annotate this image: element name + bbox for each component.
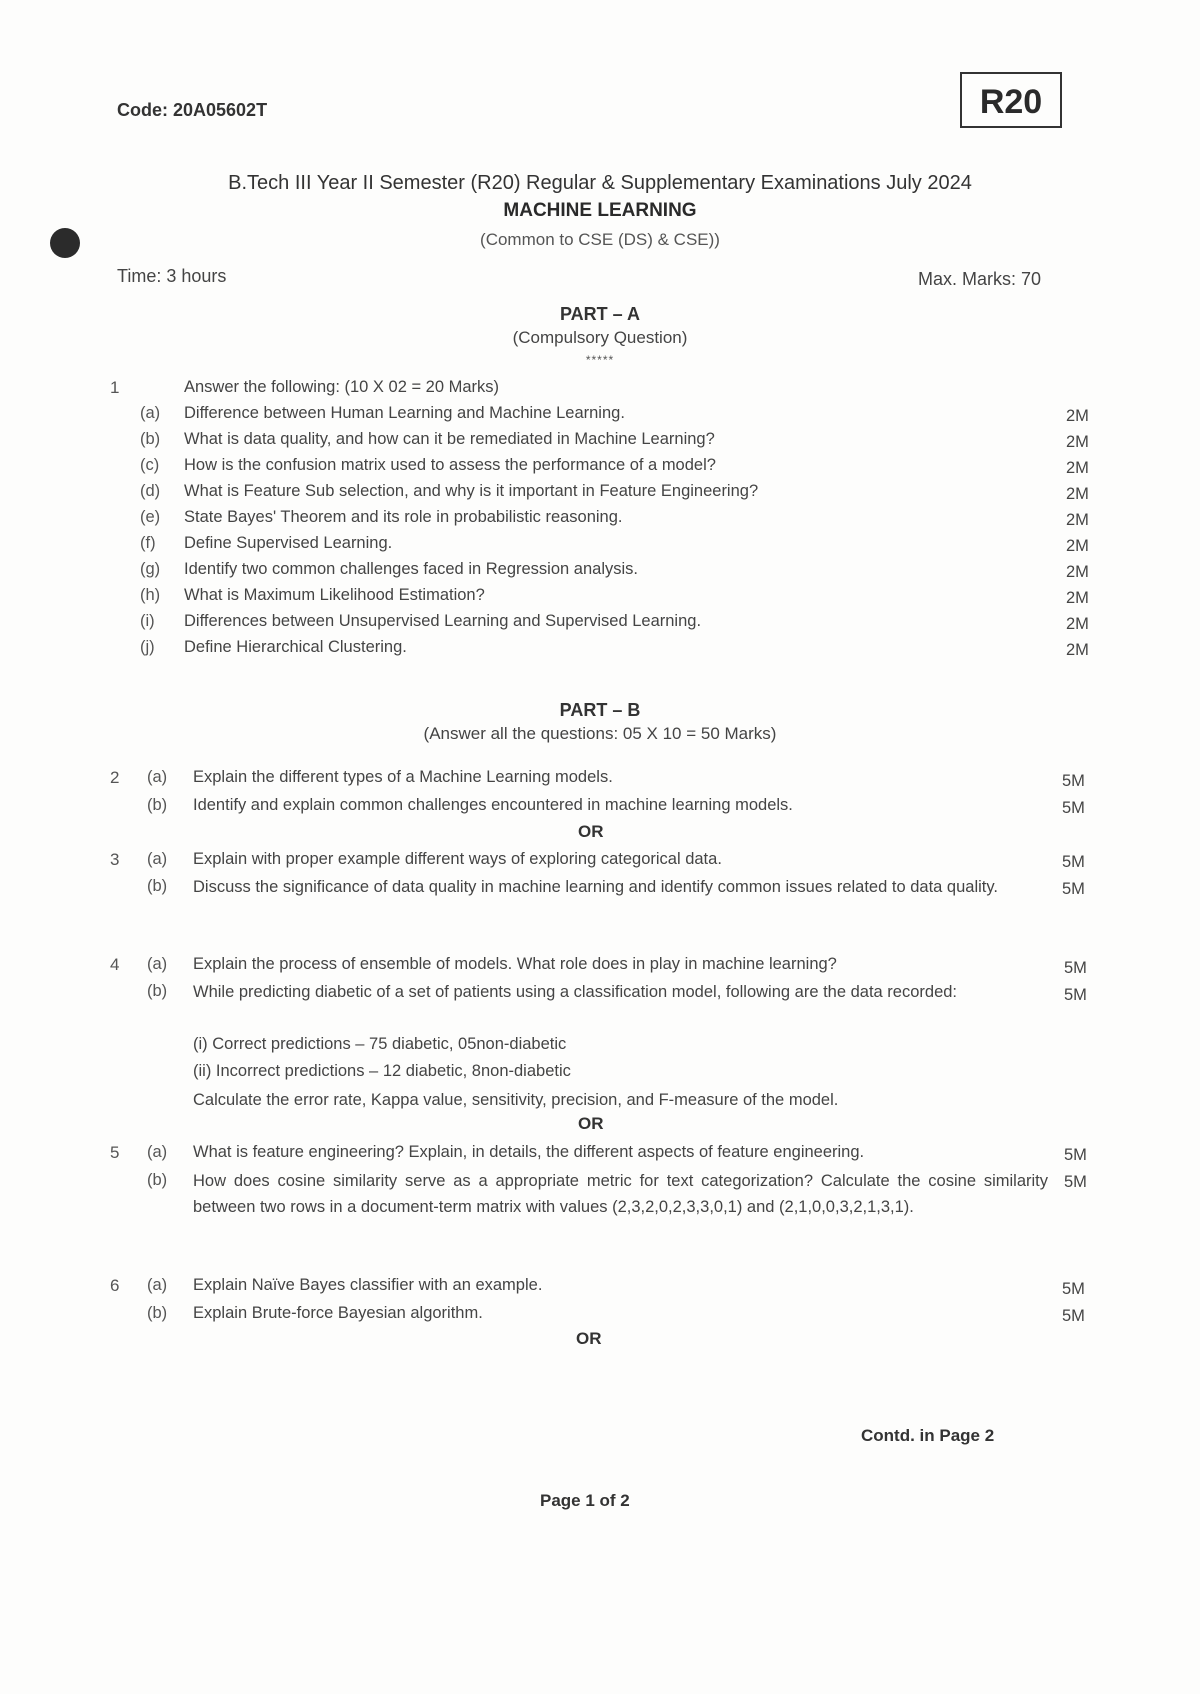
sub-item-i: (i) Correct predictions – 75 diabetic, 05non-diabetic	[193, 1035, 567, 1053]
question-number: 3	[110, 850, 120, 869]
marks: 5M	[1062, 1307, 1085, 1325]
marks: 5M	[1064, 1146, 1087, 1164]
part-b-title: PART – B	[559, 700, 641, 720]
question-text: Difference between Human Learning and Machine Learning.	[184, 404, 625, 422]
marks: 2M	[1066, 433, 1089, 451]
question-text: What is Feature Sub selection, and why is it important in Feature Engineering?	[184, 482, 759, 500]
marks: 2M	[1066, 537, 1089, 555]
question-text: How does cosine similarity serve as a appropriate metric for text categorization? Calculate the cosine similarity between two rows in a document-term matrix with values (2,3,2,0,2,3,3,0,1) and (2,1,0,0,3,2,1,3,1).	[193, 1172, 1048, 1216]
question-number: 5	[110, 1143, 120, 1162]
question-number: 6	[110, 1276, 120, 1295]
question-text: Identify two common challenges faced in Regression analysis.	[184, 560, 638, 578]
sub-label: (b)	[147, 1171, 168, 1189]
sub-label: (c)	[140, 456, 160, 474]
marks: 5M	[1062, 1280, 1085, 1298]
calculation-instruction: Calculate the error rate, Kappa value, sensitivity, precision, and F-measure of the model.	[193, 1091, 839, 1109]
part-a-instruction: Answer the following: (10 X 02 = 20 Marks)	[184, 378, 500, 396]
sub-label: (a)	[147, 850, 168, 868]
marks: 2M	[1066, 615, 1089, 633]
max-marks: Max. Marks: 70	[918, 269, 1042, 289]
exam-title: B.Tech III Year II Semester (R20) Regular & Supplementary Examinations July 2024	[228, 172, 972, 194]
sub-label: (j)	[140, 638, 155, 656]
sub-label: (b)	[147, 796, 168, 814]
subject-title: MACHINE LEARNING	[503, 200, 697, 221]
sub-label: (a)	[140, 404, 161, 422]
sub-label: (b)	[140, 430, 161, 448]
question-text: Explain the different types of a Machine Learning models.	[193, 768, 613, 786]
sub-label: (b)	[147, 1304, 168, 1322]
sub-label: (b)	[147, 877, 168, 895]
question-text: While predicting diabetic of a set of patients using a classification model, following are the data recorded:	[193, 983, 958, 1001]
time-allowed: Time: 3 hours	[117, 266, 227, 286]
question-number: 1	[110, 378, 120, 397]
marks: 5M	[1062, 853, 1085, 871]
part-a-subtitle: (Compulsory Question)	[512, 328, 688, 347]
question-text: Define Supervised Learning.	[184, 534, 393, 552]
marks: 5M	[1064, 1173, 1087, 1191]
question-text: Explain Naïve Bayes classifier with an example.	[193, 1276, 543, 1294]
question-text: Identify and explain common challenges encountered in machine learning models.	[193, 796, 793, 814]
marks: 2M	[1066, 459, 1089, 477]
or-divider: OR	[578, 1114, 604, 1133]
marks: 2M	[1066, 641, 1089, 659]
regulation-badge: R20	[960, 72, 1062, 128]
marks: 2M	[1066, 511, 1089, 529]
continued-note: Contd. in Page 2	[861, 1426, 995, 1445]
marks: 2M	[1066, 407, 1089, 425]
question-number: 4	[110, 955, 120, 974]
sub-label: (i)	[140, 612, 155, 630]
sub-item-ii: (ii) Incorrect predictions – 12 diabetic, 8non-diabetic	[193, 1062, 571, 1080]
part-a-title: PART – A	[559, 304, 640, 324]
question-text: Discuss the significance of data quality in machine learning and identify common issues related to data quality.	[193, 878, 998, 896]
question-text: How is the confusion matrix used to assess the performance of a model?	[184, 456, 716, 474]
common-to: (Common to CSE (DS) & CSE))	[480, 230, 720, 249]
sub-label: (d)	[140, 482, 161, 500]
question-text: State Bayes' Theorem and its role in probabilistic reasoning.	[184, 508, 623, 526]
question-paper-code: Code: 20A05602T	[117, 100, 268, 120]
question-text: Define Hierarchical Clustering.	[184, 638, 407, 656]
question-text: What is feature engineering? Explain, in details, the different aspects of feature engineering.	[193, 1143, 865, 1161]
marks: 5M	[1064, 959, 1087, 977]
sub-label: (b)	[147, 982, 168, 1000]
marks: 2M	[1066, 589, 1089, 607]
or-divider: OR	[576, 1329, 602, 1348]
sub-label: (e)	[140, 508, 161, 526]
sub-label: (a)	[147, 1276, 168, 1294]
question-text: What is Maximum Likelihood Estimation?	[184, 586, 485, 604]
question-text: Explain Brute-force Bayesian algorithm.	[193, 1304, 483, 1322]
question-text: What is data quality, and how can it be remediated in Machine Learning?	[184, 430, 715, 448]
separator-stars: *****	[585, 353, 615, 367]
question-text: Differences between Unsupervised Learning and Supervised Learning.	[184, 612, 702, 630]
question-number: 2	[110, 768, 120, 787]
marks: 5M	[1062, 772, 1085, 790]
marks: 5M	[1064, 986, 1087, 1004]
marks: 2M	[1066, 485, 1089, 503]
sub-label: (f)	[140, 534, 156, 552]
or-divider: OR	[578, 822, 604, 841]
sub-label: (a)	[147, 768, 168, 786]
marks: 5M	[1062, 880, 1085, 898]
sub-label: (a)	[147, 955, 168, 973]
sub-label: (h)	[140, 586, 161, 604]
sub-label: (a)	[147, 1143, 168, 1161]
page-number: Page 1 of 2	[540, 1491, 630, 1510]
marks: 5M	[1062, 799, 1085, 817]
marks: 2M	[1066, 563, 1089, 581]
question-text: Explain the process of ensemble of models. What role does in play in machine learning?	[193, 955, 837, 973]
question-text: Explain with proper example different ways of exploring categorical data.	[193, 850, 722, 868]
sub-label: (g)	[140, 560, 161, 578]
part-b-subtitle: (Answer all the questions: 05 X 10 = 50 Marks)	[423, 724, 777, 743]
